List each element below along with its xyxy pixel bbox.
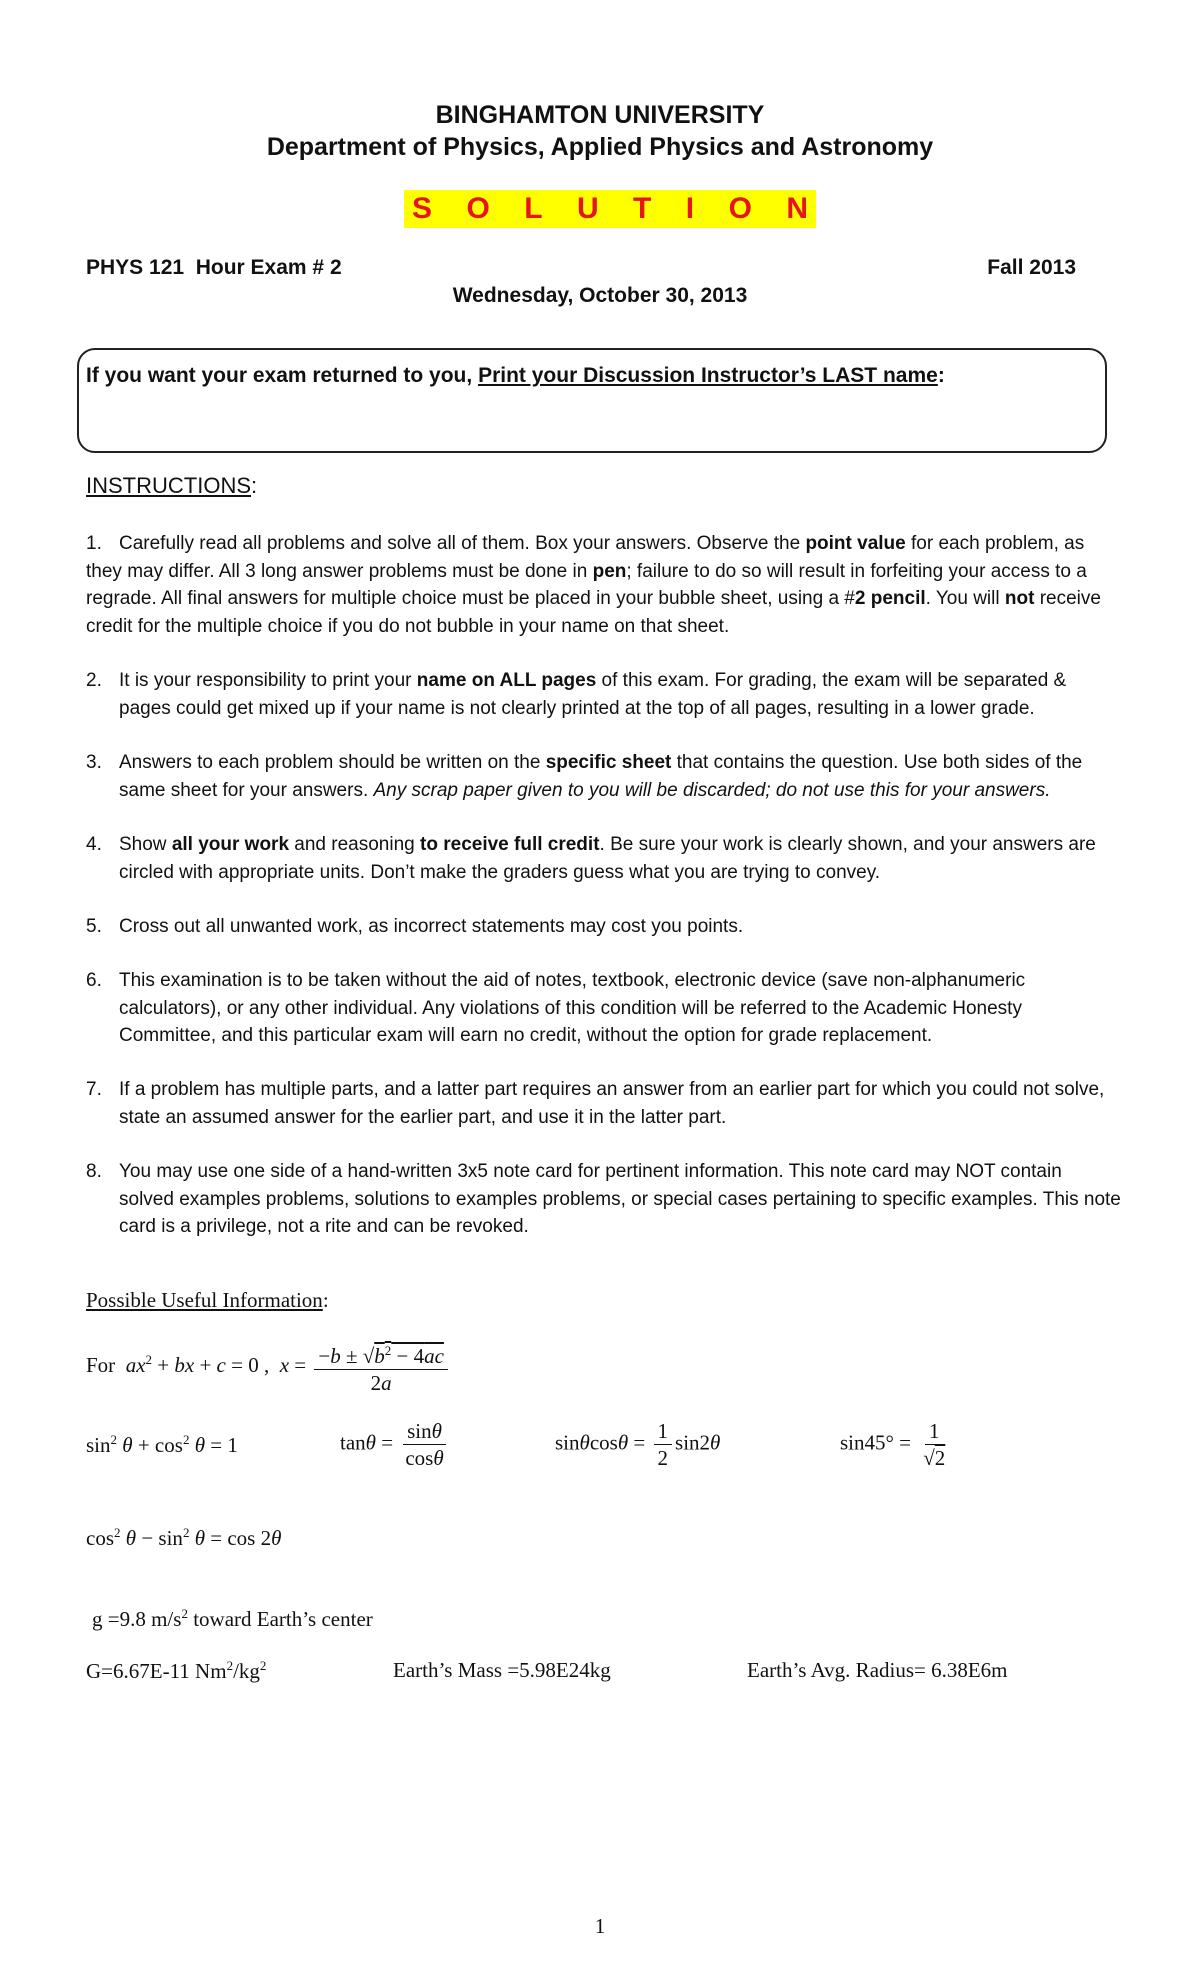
item-number: 3. <box>86 752 102 773</box>
page-number: 1 <box>594 1914 606 1938</box>
earth-radius: Earth’s Avg. Radius= 6.38E6m <box>747 1658 1008 1682</box>
cos-double-angle-identity: $\cos^2 \theta - \sin^2 \theta = \cos 2\theta$ <box>86 1525 282 1550</box>
item-number: 7. <box>86 1079 102 1100</box>
solution-letter: O <box>466 192 490 225</box>
solution-letter: S <box>412 192 433 225</box>
solution-letter: O <box>728 192 752 225</box>
double-angle-identity: sinθcosθ = $\frac{1}{2}$ sin2θ <box>555 1419 721 1470</box>
instructor-name-label: If you want your exam returned to you, Print your Discussion Instructor’s LAST name: <box>86 364 945 387</box>
earth-mass: Earth’s Mass =5.98E24kg <box>393 1658 611 1682</box>
gravity-constant: g =9.8 $m/s^2$ toward Earth’s center <box>92 1606 373 1631</box>
solution-letter: N <box>786 192 808 225</box>
item-text: Show all your work and reasoning to receive full credit. Be sure your work is clearly shown, and your answers are circled with appropriate units. Don’t make the graders guess what you are trying to convey. <box>119 834 1096 883</box>
department-name: Department of Physics, Applied Physics and Astronomy <box>266 133 934 161</box>
item-text: Answers to each problem should be written on the specific sheet that contains the question. Use both sides of the same sheet for your answers. Any scrap paper given to you will be discarded; do not use this for your answers. <box>119 752 1083 801</box>
item-number: 1. <box>86 533 102 554</box>
quadratic-formula: For $ax^2$ + bx + c = 0 , x = $\frac{-b \pm √b^2 - 4ac}{2a}$ <box>86 1338 451 1396</box>
exam-date: Wednesday, October 30, 2013 <box>452 284 748 307</box>
item-text: It is your responsibility to print your name on ALL pages of this exam. For grading, the exam will be separated & pages could get mixed up if your name is not clearly printed at the top of all pages, resulting in a lower grade. <box>119 670 1067 719</box>
item-text: This examination is to be taken without the aid of notes, textbook, electronic device (save non-alphanumeric calculators), or any other individual. Any violations of this condition will be referred to the Academic Honesty Committee, and this particular exam will earn no credit, without the option for grade replacement. <box>119 970 1026 1046</box>
sin45-identity: sin45° = $\frac{1}{√2}$ <box>840 1419 946 1470</box>
solution-banner <box>404 190 816 228</box>
item-number: 6. <box>86 970 102 991</box>
solution-letter: U <box>576 192 599 225</box>
item-number: 2. <box>86 670 102 691</box>
solution-letter: T <box>633 192 652 225</box>
item-text: Carefully read all problems and solve all of them. Box your answers. Observe the point value for each problem, as they may differ. All 3 long answer problems must be done in pen; failure to do so will result in forfeiting your access to a regrade. All final answers for multiple choice must be placed in your bubble sheet, using a #2 pencil. You will not receive credit for the multiple choice if you do not bubble in your name on that sheet. <box>86 533 1101 637</box>
item-text: If a problem has multiple parts, and a latter part requires an answer from an earlier part for which you could not solve, state an assumed answer for the earlier part, and use it in the latter part. <box>119 1079 1105 1128</box>
item-number: 8. <box>86 1161 102 1182</box>
useful-info-heading: Possible Useful Information: <box>86 1288 329 1312</box>
solution-letter: L <box>524 192 543 225</box>
pythagorean-identity: $\sin^2 \theta + \cos^2 \theta = 1$ <box>86 1432 238 1457</box>
university-name: BINGHAMTON UNIVERSITY <box>435 101 765 129</box>
instructions-heading: INSTRUCTIONS: <box>86 473 258 498</box>
gravitational-constant: G=6.67E-11 $Nm^2/kg^2$ <box>86 1658 267 1683</box>
exam-term: Fall 2013 <box>987 256 1076 279</box>
item-text: Cross out all unwanted work, as incorrect statements may cost you points. <box>119 916 744 937</box>
item-number: 4. <box>86 834 102 855</box>
item-text: You may use one side of a hand-written 3x5 note card for pertinent information. This note card may NOT contain solved examples problems, solutions to examples problems, or special cases pertaining to specific examples. This note card is a privilege, not a rite and can be revoked. <box>119 1161 1121 1237</box>
solution-letter: I <box>685 192 695 225</box>
tangent-identity: tanθ = $\frac{\sin\theta}{\cos\theta}$ <box>340 1418 451 1471</box>
course-title: PHYS 121 Hour Exam # 2 <box>86 256 342 279</box>
item-number: 5. <box>86 916 102 937</box>
instructor-name-instruction: Print your Discussion Instructor’s LAST name <box>478 364 938 387</box>
